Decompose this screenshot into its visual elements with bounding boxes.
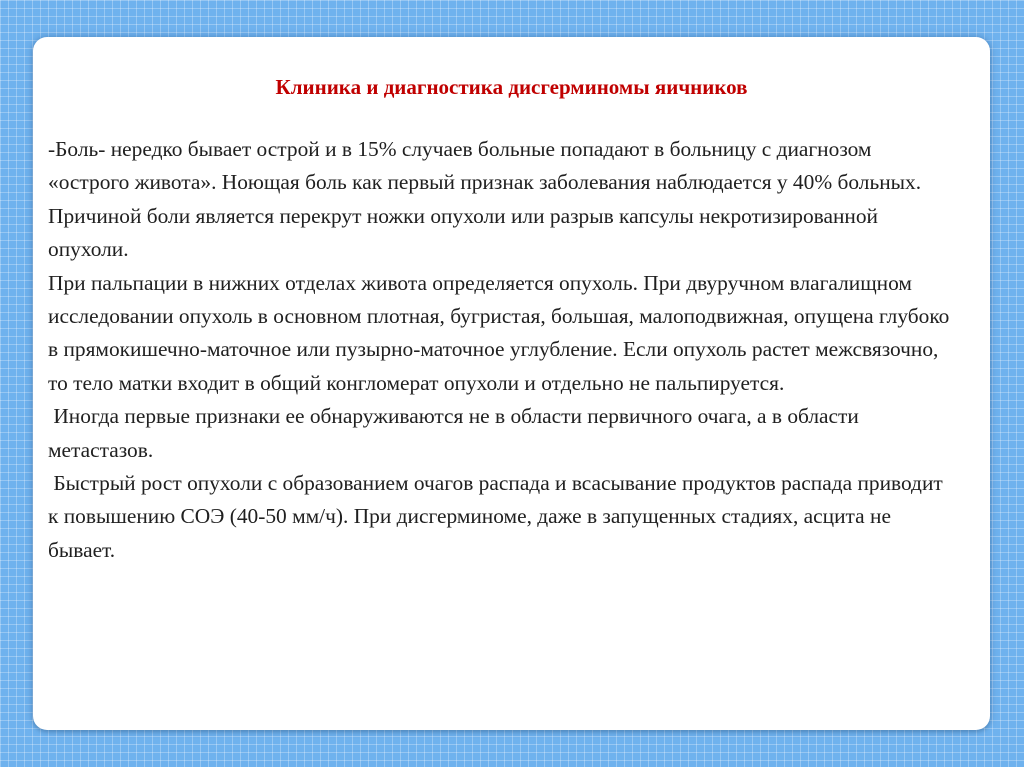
slide-body xyxy=(48,133,953,567)
paragraph-palpation: При пальпации в нижних отделах живота определяется опухоль. При двуручном влагалищном исследовании опухоль в основном плотная, бугристая, большая, малоподвижная, опущена глубоко в прямокишечно-маточное или пузырно-маточное углубление. Если опухоль растет межсвязочно, то тело матки входит в общий конгломерат опухоли и отдельно не пальпируется. xyxy=(48,270,955,395)
paragraph-pain: -Боль- нередко бывает острой и в 15% случаев больные попадают в больницу с диагнозом «острого живота». Ноющая боль как первый признак заболевания наблюдается у 40% больных. Причиной боли является перекрут ножки опухоли или разрыв капсулы некротизированной опухоли. xyxy=(48,137,927,262)
paragraph-growth: Быстрый рост опухоли с образованием очагов распада и всасывание продуктов распада приводит к повышению СОЭ (40-50 мм/ч). При дисгерминоме, даже в запущенных стадиях, асцита не бывает. xyxy=(48,471,949,562)
slide-title: Клиника и диагностика дисгерминомы яичников xyxy=(275,75,748,99)
slide-card xyxy=(33,37,990,730)
paragraph-metastases: Иногда первые признаки ее обнаруживаются не в области первичного очага, а в области метастазов. xyxy=(48,404,865,462)
